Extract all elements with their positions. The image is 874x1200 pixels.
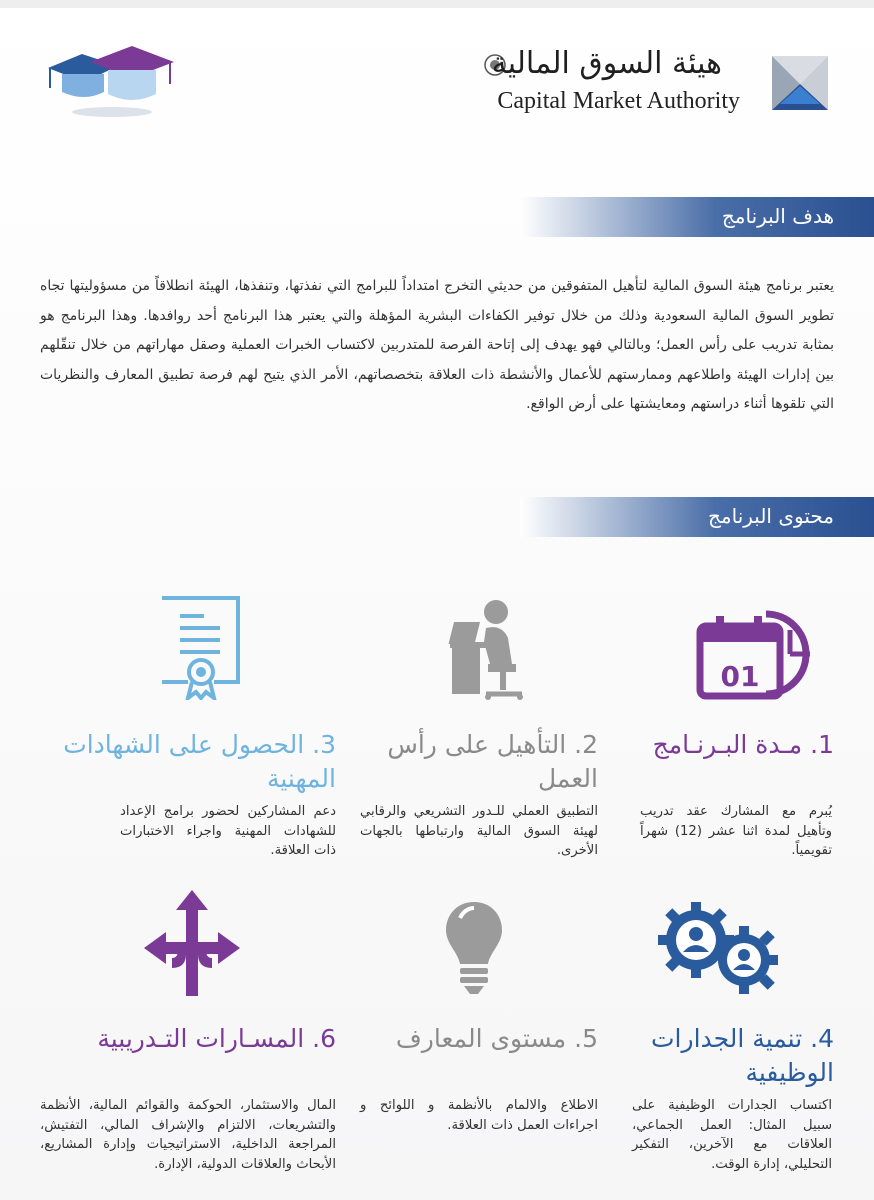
certificate-icon: [158, 594, 242, 700]
item-3-body: دعم المشاركين لحضور برامج الإعداد للشهادات المهنية واجراء الاختبارات ذات العلاقة.: [120, 804, 336, 858]
item-6-title: 6. المسـارات التـدريبية: [97, 1024, 336, 1053]
graduation-caps-icon: [40, 40, 180, 120]
cma-logo-icon: [770, 54, 830, 112]
person-at-desk-icon: [446, 598, 532, 702]
item-1-body: يُبرم مع المشارك عقد تدريب وتأهيل لمدة اثنا عشر (12) شهراً تقويمياً.: [640, 804, 832, 858]
svg-text:01: 01: [720, 660, 760, 693]
item-3-title: 3. الحصول على الشهادات المهنية: [63, 730, 336, 793]
gears-people-icon: [656, 900, 780, 996]
content-section-title: محتوى البرنامج: [707, 504, 834, 528]
item-5-title: 5. مستوى المعارف: [395, 1024, 598, 1053]
logo-name-arabic: هيئة السوق المالية: [491, 46, 722, 81]
logo-name-english: Capital Market Authority: [497, 88, 740, 114]
header-band: [0, 0, 874, 8]
item-2-body: التطبيق العملي للـدور التشريعي والرقابي لهيئة السوق المالية وارتباطها بالجهات الأخرى.: [360, 804, 598, 858]
item-5-body: الاطلاع والالمام بالأنظمة و اللوائح و اجراءات العمل ذات العلاقة.: [360, 1098, 598, 1133]
goal-section-title: هدف البرنامج: [721, 204, 834, 228]
directions-arrows-icon: [142, 888, 242, 998]
item-4-body: اكتساب الجدارات الوظيفية على سبيل المثال: العمل الجماعي، العلاقات مع الآخرين، التفكير التحليلي، إدارة الوقت.: [632, 1098, 832, 1172]
item-2-title: 2. التأهيل على رأس العمل: [387, 730, 598, 793]
item-1-title: 1. مـدة البـرنـامج: [652, 730, 834, 759]
item-6-body: المال والاستثمار، الحوكمة والقوائم المالية، الأنظمة والتشريعات، الالتزام والإشراف المالي، التفتيش، المراجعة الداخلية، الاستراتيجيات وإدارة المشاريع، الأبحاث والعلاقات الدولية، الإدارة.: [40, 1098, 336, 1172]
calendar-clock-icon: [696, 608, 828, 700]
intro-paragraph: يعتبر برنامج هيئة السوق المالية لتأهيل المتفوقين من حديثي التخرج امتداداً للبرامج التي نفذتها، وتنفذها، الهيئة انطلاقاً من مسؤوليتها تجاه تطوير السوق المالية السعودية وذلك من خلال توفير الكفاءات البشرية المؤهلة والتي يعتبر هذا البرنامج أحد روافدها. وهذا البرنامج هو بمثابة تدريب على رأس العمل؛ وبالتالي فهو يهدف إلى إتاحة الفرصة للمتدربين لاكتساب الخبرات العملية وصقل مهاراتهم من خلال تنقّلهم بين إدارات الهيئة واطلاعهم وممارستهم للأعمال والأنشطة ذات العلاقة بتخصصاتهم، الأمر الذي يتيح لهم فرصة تطبيق المعارف والنظريات التي تلقوها أثناء دراستهم ومعايشتها على أرض الواقع.: [40, 278, 834, 412]
lightbulb-icon: [442, 898, 506, 998]
item-4-title: 4. تنمية الجدارات الوظيفية: [651, 1024, 834, 1087]
